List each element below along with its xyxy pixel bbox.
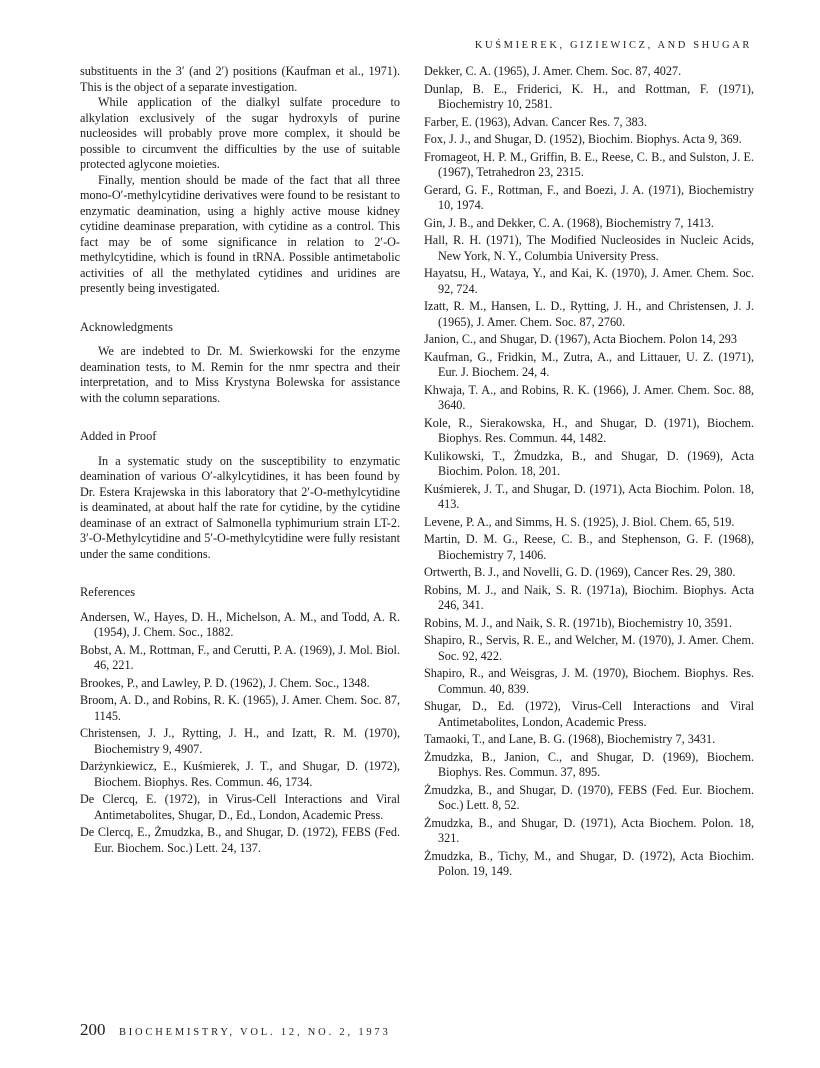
reference-item: Levene, P. A., and Simms, H. S. (1925), J. Biol. Chem. 65, 519. [424,514,735,529]
reference-item: Dekker, C. A. (1965), J. Amer. Chem. Soc. 87, 4027. [424,64,682,78]
reference-item: Gerard, G. F., Rottman, F., and Boezi, J. A. (1971), Biochemistry 10, 1974. [424,182,754,212]
reference-item: Shapiro, R., and Weisgras, J. M. (1970), Biochem. Biophys. Res. Commun. 40, 839. [424,666,754,696]
added-in-proof-heading: Added in Proof [80,429,157,443]
reference-item: Izatt, R. M., Hansen, L. D., Rytting, J. H., and Christensen, J. J. (1965), J. Amer. Chem. Soc. 87, 2760. [424,299,754,329]
reference-item: Kulikowski, T., Żmudzka, B., and Shugar, D. (1969), Acta Biochim. Polon. 18, 201. [424,448,754,478]
running-head: KUŚMIEREK, GIZIEWICZ, AND SHUGAR [474,40,752,51]
reference-item: Ortwerth, B. J., and Novelli, G. D. (1969), Cancer Res. 29, 380. [424,565,736,579]
reference-item: Robins, M. J., and Naik, S. R. (1971b), Biochemistry 10, 3591. [424,615,733,630]
page-footer [80,1020,480,1040]
reference-item: Gin, J. B., and Dekker, C. A. (1968), Biochemistry 7, 1413. [424,215,714,230]
reference-item: Janion, C., and Shugar, D. (1967), Acta Biochem. Polon 14, 293 [424,332,737,346]
references-list-right [424,64,754,880]
reference-item: Broom, A. D., and Robins, R. K. (1965), J. Amer. Chem. Soc. 87, 1145. [80,693,400,723]
acknowledgments-heading: Acknowledgments [80,319,173,334]
right-column [424,64,754,882]
reference-item: Brookes, P., and Lawley, P. D. (1962), J. Chem. Soc., 1348. [80,675,370,690]
reference-item: Tamaoki, T., and Lane, B. G. (1968), Biochemistry 7, 3431. [424,732,716,746]
reference-item: Khwaja, T. A., and Robins, R. K. (1966), J. Amer. Chem. Soc. 88, 3640. [424,382,754,412]
reference-item: Kole, R., Sierakowska, H., and Shugar, D. (1971), Biochem. Biophys. Res. Commun. 44, 1482. [424,415,754,445]
reference-item: Hayatsu, H., Wataya, Y., and Kai, K. (1970), J. Amer. Chem. Soc. 92, 724. [424,266,754,296]
reference-item: Fromageot, H. P. M., Griffin, B. E., Reese, C. B., and Sulston, J. E. (1967), Tetrahedron 23, 2315. [424,149,754,179]
references-heading: References [80,585,136,599]
page-number: 200 [80,1020,106,1039]
reference-item: Żmudzka, B., Janion, C., and Shugar, D. (1969), Biochem. Biophys. Res. Commun. 37, 895. [424,749,754,779]
reference-item: Shapiro, R., Servis, R. E., and Welcher, M. (1970), J. Amer. Chem. Soc. 92, 422. [424,633,754,663]
reference-item: Kaufman, G., Fridkin, M., Zutra, A., and Littauer, U. Z. (1971), Eur. J. Biochem. 24, 4. [424,349,754,379]
reference-item: Hall, R. H. (1971), The Modified Nucleosides in Nucleic Acids, New York, N. Y., Columbia University Press. [424,233,754,263]
reference-item: Fox, J. J., and Shugar, D. (1952), Biochim. Biophys. Acta 9, 369. [424,132,742,146]
reference-item: Shugar, D., Ed. (1972), Virus-Cell Interactions and Viral Antimetabolites, London, Academic Press. [424,699,754,729]
reference-item: Christensen, J. J., Rytting, J. H., and Izatt, R. M. (1970), Biochemistry 9, 4907. [80,726,400,756]
reference-item: Darżynkiewicz, E., Kuśmierek, J. T., and Shugar, D. (1972), Biochem. Biophys. Res. Commun. 46, 1734. [80,759,400,789]
reference-item: De Clercq, E. (1972), in Virus-Cell Interactions and Viral Antimetabolites, Shugar, D., Ed., London, Academic Press. [80,792,400,822]
journal-citation: BIOCHEMISTRY, VOL. 12, NO. 2, 1973 [118,1027,391,1038]
reference-item: De Clercq, E., Żmudzka, B., and Shugar, D. (1972), FEBS (Fed. Eur. Biochem. Soc.) Lett. 24, 137. [80,825,400,855]
references-list-left [80,610,400,857]
reference-item: Martin, D. M. G., Reese, C. B., and Stephenson, G. F. (1968), Biochemistry 7, 1406. [424,532,754,562]
reference-item: Robins, M. J., and Naik, S. R. (1971a), Biochim. Biophys. Acta 246, 341. [424,582,754,612]
body-paragraph: Finally, mention should be made of the fact that all three mono-O′-methylcytidine derivatives were found to be resistant to enzymatic deamination, using a highly active mouse kidney cytidine deaminase preparation, with cytidine as a control. This fact may be of some significance in relation to 2′-O-methylcytidine, which is found in tRNA. Possible antimetabolic activities of all the methylated cytidines and uridines are presently being investigated. [80,172,400,295]
body-paragraph: substituents in the 3′ (and 2′) positions (Kaufman et al., 1971). This is the object of a separate investigation. [80,64,400,94]
reference-item: Dunlap, B. E., Friderici, K. H., and Rottman, F. (1971), Biochemistry 10, 2581. [424,81,754,111]
reference-item: Andersen, W., Hayes, D. H., Michelson, A. M., and Todd, A. R. (1954), J. Chem. Soc., 1882. [80,609,400,639]
reference-item: Żmudzka, B., and Shugar, D. (1970), FEBS (Fed. Eur. Biochem. Soc.) Lett. 8, 52. [424,782,754,812]
body-paragraph: While application of the dialkyl sulfate procedure to alkylation exclusively of the sugar hydroxyls of purine nucleosides will probably prove more complex, it should be possible to circumvent the difficulties by the use of suitable protected aglycone moieties. [80,95,400,171]
reference-item: Żmudzka, B., Tichy, M., and Shugar, D. (1972), Acta Biochim. Polon. 19, 149. [424,848,754,878]
reference-item: Farber, E. (1963), Advan. Cancer Res. 7, 383. [424,114,647,129]
added-in-proof-text: In a systematic study on the susceptibility to enzymatic deamination of various O′-alkylcytidines, it has been found by Dr. Estera Krajewska in this laboratory that 2′-O-methylcytidine is deaminated, at about half the rate for cytidine, by the cytidine deaminase of an extract of Salmonella typhimurium strain LT-2. 3′-O-Methylcytidine and 5′-O-methylcytidine were fully resistant under the same conditions. [80,453,400,561]
left-column [80,64,400,858]
acknowledgments-text: We are indebted to Dr. M. Swierkowski for the enzyme deamination tests, to M. Remin for the nmr spectra and their interpretation, and to Miss Krystyna Bolewska for assistance with the column separations. [80,344,400,405]
reference-item: Żmudzka, B., and Shugar, D. (1971), Acta Biochem. Polon. 18, 321. [424,815,754,845]
reference-item: Bobst, A. M., Rottman, F., and Cerutti, P. A. (1969), J. Mol. Biol. 46, 221. [80,642,400,672]
reference-item: Kuśmierek, J. T., and Shugar, D. (1971), Acta Biochim. Polon. 18, 413. [424,481,754,511]
